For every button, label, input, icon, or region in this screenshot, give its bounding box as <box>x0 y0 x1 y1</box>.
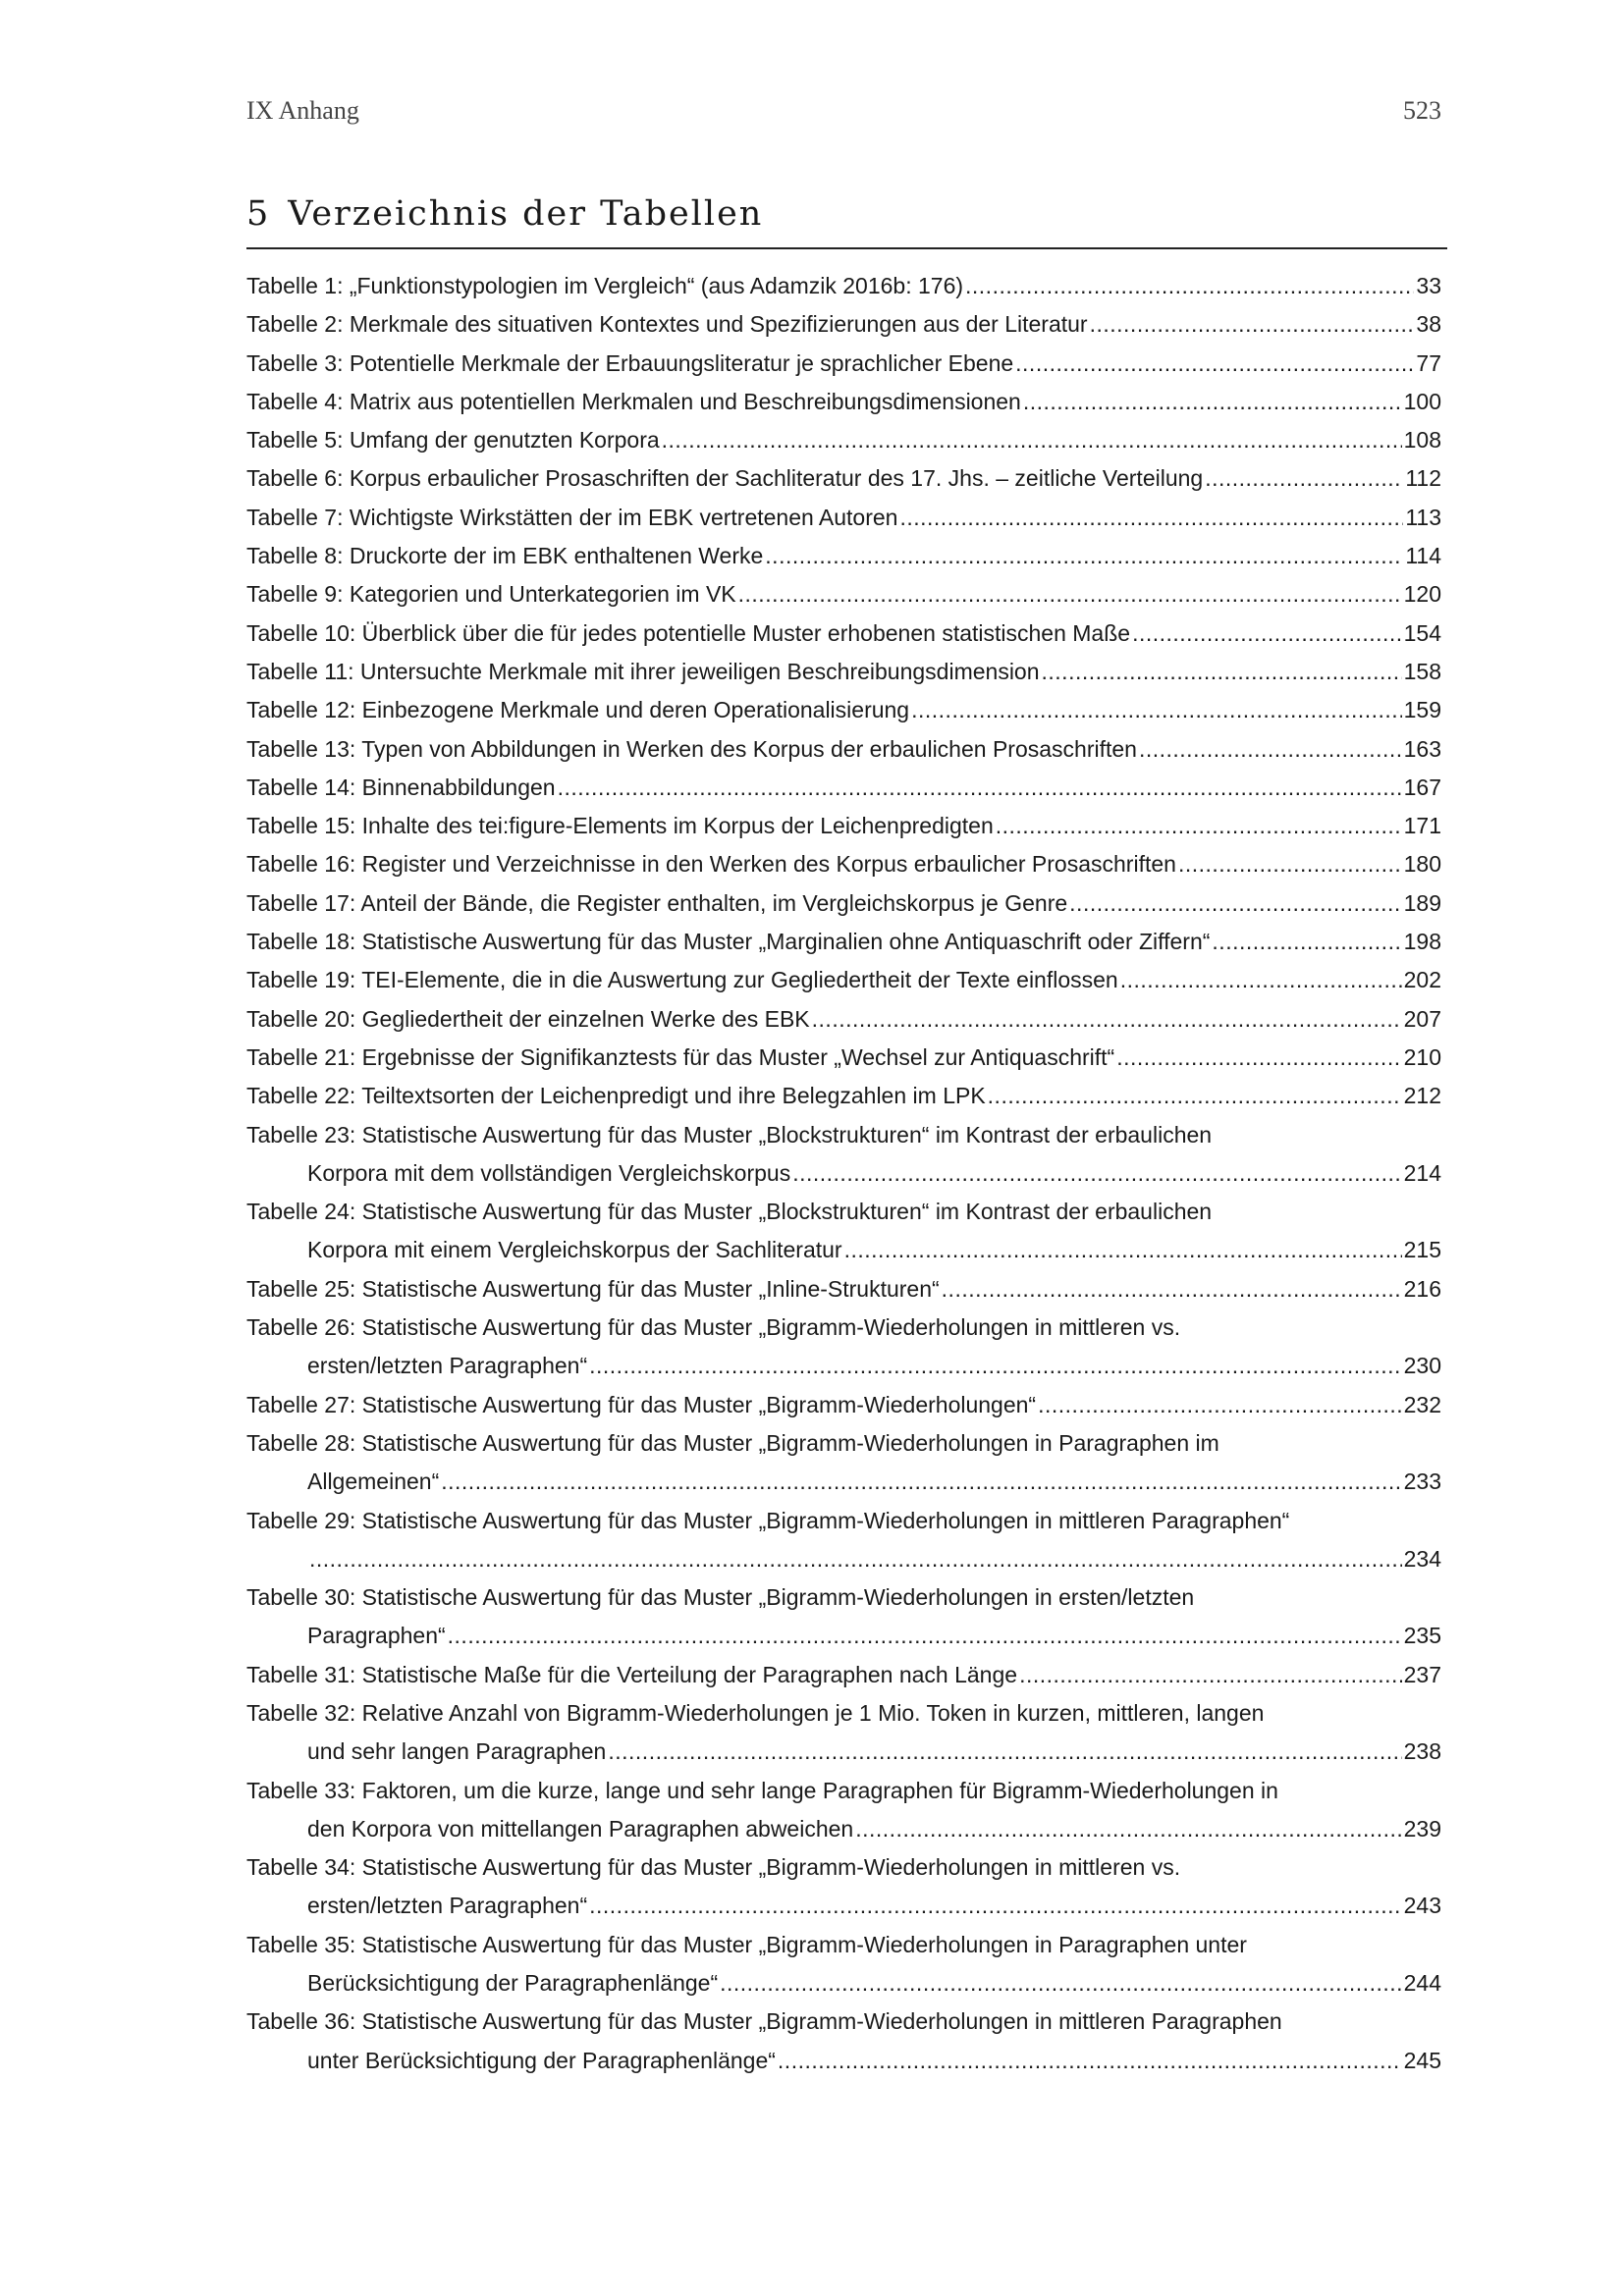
table-list-entry[interactable] <box>246 769 1441 807</box>
entry-page-number: 234 <box>1403 1545 1441 1572</box>
entry-page-number: 159 <box>1403 697 1441 723</box>
entry-text: Tabelle 19: TEI-Elemente, die in die Auswertung zur Gegliedertheit der Texte einflossen <box>246 967 1118 993</box>
entry-text: Tabelle 3: Potentielle Merkmale der Erbauungsliteratur je sprachlicher Ebene <box>246 349 1014 376</box>
entry-page-number: 216 <box>1403 1275 1441 1302</box>
entry-page-number: 245 <box>1403 2047 1441 2073</box>
entry-continuation-line <box>246 1733 1441 1771</box>
table-list-entry[interactable] <box>246 807 1441 845</box>
entry-first-line <box>246 1193 1441 1231</box>
dot-leader <box>812 1000 1402 1039</box>
table-list-entry[interactable] <box>246 1308 1441 1386</box>
dot-leader <box>965 267 1414 305</box>
table-list-entry[interactable] <box>246 1502 1441 1579</box>
entry-text: Tabelle 35: Statistische Auswertung für das Muster „Bigramm-Wiederholungen in Paragraphen unter <box>246 1931 1247 1957</box>
entry-text: Allgemeinen“ <box>307 1468 440 1495</box>
entry-text: Tabelle 14: Binnenabbildungen <box>246 774 556 800</box>
entry-first-line <box>246 614 1441 653</box>
entry-continuation-line <box>246 1231 1441 1269</box>
entry-page-number: 235 <box>1403 1623 1441 1649</box>
entry-first-line <box>246 1502 1441 1540</box>
table-list-entry[interactable] <box>246 1116 1441 1194</box>
table-list-entry[interactable] <box>246 1926 1441 2003</box>
dot-leader <box>1178 845 1402 883</box>
dot-leader <box>1090 305 1415 344</box>
dot-leader <box>988 1077 1402 1115</box>
table-list-entry[interactable] <box>246 1193 1441 1270</box>
table-list-entry[interactable] <box>246 267 1441 305</box>
entry-text: Tabelle 36: Statistische Auswertung für das Muster „Bigramm-Wiederholungen in mittleren Paragraphen <box>246 2008 1282 2035</box>
entry-text: Tabelle 30: Statistische Auswertung für das Muster „Bigramm-Wiederholungen in ersten/letzten <box>246 1584 1195 1611</box>
section-number: 5 <box>246 194 271 234</box>
table-list-entry[interactable] <box>246 537 1441 575</box>
dot-leader <box>589 1887 1402 1925</box>
entry-page-number: 163 <box>1403 735 1441 762</box>
entry-first-line <box>246 2002 1441 2041</box>
entry-first-line <box>246 653 1441 691</box>
table-list-entry[interactable] <box>246 730 1441 769</box>
entry-text: Tabelle 22: Teiltextsorten der Leichenpredigt und ihre Belegzahlen im LPK <box>246 1083 986 1109</box>
table-list-entry[interactable] <box>246 1424 1441 1502</box>
table-list-entry[interactable] <box>246 691 1441 729</box>
table-list-entry[interactable] <box>246 1848 1441 1926</box>
entry-first-line <box>246 345 1441 383</box>
entry-text: Tabelle 6: Korpus erbaulicher Prosaschriften der Sachliteratur des 17. Jhs. – zeitliche Verteilung <box>246 465 1204 492</box>
dot-leader <box>942 1270 1402 1308</box>
dot-leader <box>589 1347 1402 1385</box>
entry-text: Tabelle 29: Statistische Auswertung für das Muster „Bigramm-Wiederholungen in mittleren Paragraphen“ <box>246 1507 1290 1533</box>
entry-first-line <box>246 1386 1441 1424</box>
table-list-entry[interactable] <box>246 961 1441 999</box>
entry-first-line <box>246 267 1441 305</box>
entry-first-line <box>246 1926 1441 1964</box>
entry-page-number: 167 <box>1403 774 1441 800</box>
table-list-entry[interactable] <box>246 884 1441 923</box>
dot-leader <box>765 537 1403 575</box>
table-list <box>246 267 1441 2080</box>
entry-first-line <box>246 1039 1441 1077</box>
entry-page-number: 113 <box>1405 504 1441 530</box>
dot-leader <box>662 421 1402 459</box>
table-list-entry[interactable] <box>246 614 1441 653</box>
dot-leader <box>1069 884 1401 923</box>
dot-leader <box>792 1154 1401 1193</box>
entry-continuation-line <box>246 1347 1441 1385</box>
entry-text: Tabelle 7: Wichtigste Wirkstätten der im EBK vertretenen Autoren <box>246 504 898 530</box>
entry-text: Tabelle 32: Relative Anzahl von Bigramm-Wiederholungen je 1 Mio. Token in kurzen, mittleren, langen <box>246 1699 1265 1726</box>
entry-text: Tabelle 13: Typen von Abbildungen in Werken des Korpus der erbaulichen Prosaschriften <box>246 735 1137 762</box>
entry-first-line <box>246 499 1441 537</box>
entry-text: den Korpora von mittellangen Paragraphen abweichen <box>307 1815 854 1842</box>
entry-page-number: 214 <box>1403 1159 1441 1186</box>
dot-leader <box>1042 653 1402 691</box>
table-list-entry[interactable] <box>246 923 1441 961</box>
section-heading <box>246 194 763 234</box>
entry-page-number: 171 <box>1403 813 1441 839</box>
entry-first-line <box>246 691 1441 729</box>
entry-first-line <box>246 1308 1441 1347</box>
entry-text: ersten/letzten Paragraphen“ <box>307 1893 588 1919</box>
entry-page-number: 189 <box>1403 889 1441 916</box>
entry-page-number: 237 <box>1403 1661 1441 1687</box>
entry-first-line <box>246 421 1441 459</box>
entry-page-number: 112 <box>1405 465 1441 492</box>
entry-text: Tabelle 33: Faktoren, um die kurze, lange und sehr lange Paragraphen für Bigramm-Wiederholungen in <box>246 1777 1278 1803</box>
entry-first-line <box>246 1656 1441 1694</box>
table-list-entry[interactable] <box>246 459 1441 498</box>
entry-text: Tabelle 10: Überblick über die für jedes potentielle Muster erhobenen statistischen Maße <box>246 619 1131 646</box>
entry-page-number: 233 <box>1403 1468 1441 1495</box>
entry-page-number: 108 <box>1403 427 1441 454</box>
running-header <box>246 96 1441 130</box>
entry-text: Tabelle 2: Merkmale des situativen Kontextes und Spezifizierungen aus der Literatur <box>246 311 1088 338</box>
entry-first-line <box>246 769 1441 807</box>
entry-page-number: 215 <box>1403 1237 1441 1263</box>
table-list-entry[interactable] <box>246 1270 1441 1308</box>
entry-text: unter Berücksichtigung der Paragraphenlänge“ <box>307 2047 776 2073</box>
entry-first-line <box>246 730 1441 769</box>
entry-first-line <box>246 1578 1441 1617</box>
entry-first-line <box>246 383 1441 421</box>
entry-continuation-line <box>246 2042 1441 2080</box>
entry-page-number: 198 <box>1403 929 1441 955</box>
page-number: 523 <box>1403 96 1441 125</box>
entry-text: Tabelle 12: Einbezogene Merkmale und deren Operationalisierung <box>246 697 910 723</box>
entry-first-line <box>246 923 1441 961</box>
table-list-entry[interactable] <box>246 653 1441 691</box>
dot-leader <box>996 807 1402 845</box>
dot-leader <box>1205 459 1403 498</box>
dot-leader <box>1038 1386 1402 1424</box>
entry-page-number: 120 <box>1403 581 1441 608</box>
entry-page-number: 207 <box>1403 1005 1441 1032</box>
dot-leader <box>1212 923 1401 961</box>
table-list-entry[interactable] <box>246 421 1441 459</box>
entry-page-number: 212 <box>1403 1083 1441 1109</box>
entry-text: Tabelle 11: Untersuchte Merkmale mit ihrer jeweiligen Beschreibungsdimension <box>246 658 1040 684</box>
entry-page-number: 244 <box>1403 1970 1441 1997</box>
entry-page-number: 100 <box>1403 388 1441 414</box>
entry-text: Tabelle 34: Statistische Auswertung für das Muster „Bigramm-Wiederholungen in mittleren vs. <box>246 1854 1181 1881</box>
entry-continuation-line <box>246 1154 1441 1193</box>
dot-leader <box>309 1540 1402 1578</box>
entry-text: Tabelle 27: Statistische Auswertung für das Muster „Bigramm-Wiederholungen“ <box>246 1391 1037 1417</box>
dot-leader <box>1023 383 1402 421</box>
entry-text: ersten/letzten Paragraphen“ <box>307 1353 588 1379</box>
dot-leader <box>1120 961 1402 999</box>
table-list-entry[interactable] <box>246 1578 1441 1656</box>
entry-text: Tabelle 16: Register und Verzeichnisse in den Werken des Korpus erbaulicher Prosaschriften <box>246 851 1176 878</box>
table-list-entry[interactable] <box>246 383 1441 421</box>
entry-page-number: 38 <box>1416 311 1441 338</box>
entry-page-number: 77 <box>1416 349 1441 376</box>
dot-leader <box>1116 1039 1401 1077</box>
dot-leader <box>441 1463 1401 1501</box>
dot-leader <box>448 1617 1402 1655</box>
table-list-entry[interactable] <box>246 1772 1441 1849</box>
entry-text: Tabelle 26: Statistische Auswertung für das Muster „Bigramm-Wiederholungen in mittleren vs. <box>246 1314 1181 1341</box>
table-list-entry[interactable] <box>246 2002 1441 2080</box>
entry-text: und sehr langen Paragraphen <box>307 1738 607 1765</box>
dot-leader <box>778 2042 1402 2080</box>
entry-first-line <box>246 1000 1441 1039</box>
entry-first-line <box>246 1270 1441 1308</box>
entry-page-number: 202 <box>1403 967 1441 993</box>
table-list-entry[interactable] <box>246 1694 1441 1772</box>
dot-leader <box>911 691 1402 729</box>
table-list-entry[interactable] <box>246 1039 1441 1077</box>
entry-text: Tabelle 4: Matrix aus potentiellen Merkmalen und Beschreibungsdimensionen <box>246 388 1021 414</box>
entry-page-number: 243 <box>1403 1893 1441 1919</box>
entry-text: Tabelle 25: Statistische Auswertung für das Muster „Inline-Strukturen“ <box>246 1275 940 1302</box>
entry-first-line <box>246 1694 1441 1733</box>
entry-text: Tabelle 31: Statistische Maße für die Verteilung der Paragraphen nach Länge <box>246 1661 1018 1687</box>
table-list-entry[interactable] <box>246 1386 1441 1424</box>
entry-first-line <box>246 884 1441 923</box>
entry-page-number: 158 <box>1403 658 1441 684</box>
entry-continuation-line <box>246 1964 1441 2002</box>
entry-continuation-line <box>246 1887 1441 1925</box>
entry-text: Tabelle 1: „Funktionstypologien im Vergleich“ (aus Adamzik 2016b: 176) <box>246 273 964 298</box>
table-list-entry[interactable] <box>246 305 1441 344</box>
table-list-entry[interactable] <box>246 845 1441 883</box>
entry-first-line <box>246 537 1441 575</box>
entry-first-line <box>246 1116 1441 1154</box>
dot-leader <box>899 499 1403 537</box>
entry-continuation-line <box>246 1617 1441 1655</box>
entry-text: Tabelle 24: Statistische Auswertung für das Muster „Blockstrukturen“ im Kontrast der erbaulichen <box>246 1199 1213 1225</box>
header-chapter: IX Anhang <box>246 96 359 125</box>
table-list-entry[interactable] <box>246 1656 1441 1694</box>
entry-text: Tabelle 9: Kategorien und Unterkategorien im VK <box>246 581 736 608</box>
entry-text: Paragraphen“ <box>307 1623 446 1649</box>
entry-continuation-line <box>246 1540 1441 1578</box>
dot-leader <box>1132 614 1402 653</box>
entry-first-line <box>246 1077 1441 1115</box>
entry-page-number: 238 <box>1403 1738 1441 1765</box>
entry-text: Tabelle 17: Anteil der Bände, die Register enthalten, im Vergleichskorpus je Genre <box>246 889 1068 916</box>
dot-leader <box>608 1733 1401 1771</box>
dot-leader <box>1015 345 1414 383</box>
entry-text: Tabelle 28: Statistische Auswertung für das Muster „Bigramm-Wiederholungen in Paragraphen im <box>246 1429 1219 1456</box>
entry-page-number: 180 <box>1403 851 1441 878</box>
table-list-entry[interactable] <box>246 1077 1441 1115</box>
entry-first-line <box>246 575 1441 614</box>
entry-page-number: 33 <box>1416 273 1441 298</box>
entry-first-line <box>246 1848 1441 1887</box>
entry-first-line <box>246 807 1441 845</box>
dot-leader <box>720 1964 1402 2002</box>
dot-leader <box>1019 1656 1402 1694</box>
dot-leader <box>1139 730 1402 769</box>
entry-first-line <box>246 845 1441 883</box>
entry-first-line <box>246 459 1441 498</box>
entry-text: Tabelle 5: Umfang der genutzten Korpora <box>246 427 660 454</box>
entry-first-line <box>246 961 1441 999</box>
dot-leader <box>738 575 1402 614</box>
entry-text: Tabelle 21: Ergebnisse der Signifikanztests für das Muster „Wechsel zur Antiquaschrift“ <box>246 1043 1115 1070</box>
entry-continuation-line <box>246 1810 1441 1848</box>
entry-page-number: 232 <box>1403 1391 1441 1417</box>
entry-page-number: 230 <box>1403 1353 1441 1379</box>
entry-page-number: 239 <box>1403 1815 1441 1842</box>
entry-text: Korpora mit dem vollständigen Vergleichskorpus <box>307 1159 791 1186</box>
table-list-entry[interactable] <box>246 575 1441 614</box>
entry-text: Korpora mit einem Vergleichskorpus der Sachliteratur <box>307 1237 842 1263</box>
dot-leader <box>844 1231 1402 1269</box>
entry-text: Berücksichtigung der Paragraphenlänge“ <box>307 1970 719 1997</box>
entry-page-number: 210 <box>1403 1043 1441 1070</box>
table-list-entry[interactable] <box>246 1000 1441 1039</box>
section-title: Verzeichnis der Tabellen <box>288 194 764 234</box>
entry-continuation-line <box>246 1463 1441 1501</box>
table-list-entry[interactable] <box>246 499 1441 537</box>
entry-text: Tabelle 23: Statistische Auswertung für das Muster „Blockstrukturen“ im Kontrast der erbaulichen <box>246 1121 1213 1148</box>
entry-first-line <box>246 1772 1441 1810</box>
entry-text: Tabelle 15: Inhalte des tei:figure-Elements im Korpus der Leichenpredigten <box>246 813 994 839</box>
heading-rule <box>246 247 1447 249</box>
entry-first-line <box>246 305 1441 344</box>
entry-page-number: 154 <box>1403 619 1441 646</box>
dot-leader <box>855 1810 1401 1848</box>
entry-text: Tabelle 8: Druckorte der im EBK enthaltenen Werke <box>246 543 764 569</box>
entry-text: Tabelle 18: Statistische Auswertung für das Muster „Marginalien ohne Antiquaschrift oder Ziffern“ <box>246 929 1211 955</box>
entry-first-line <box>246 1424 1441 1463</box>
entry-page-number: 114 <box>1405 543 1441 569</box>
dot-leader <box>558 769 1402 807</box>
entry-text: Tabelle 20: Gegliedertheit der einzelnen Werke des EBK <box>246 1005 810 1032</box>
table-list-entry[interactable] <box>246 345 1441 383</box>
